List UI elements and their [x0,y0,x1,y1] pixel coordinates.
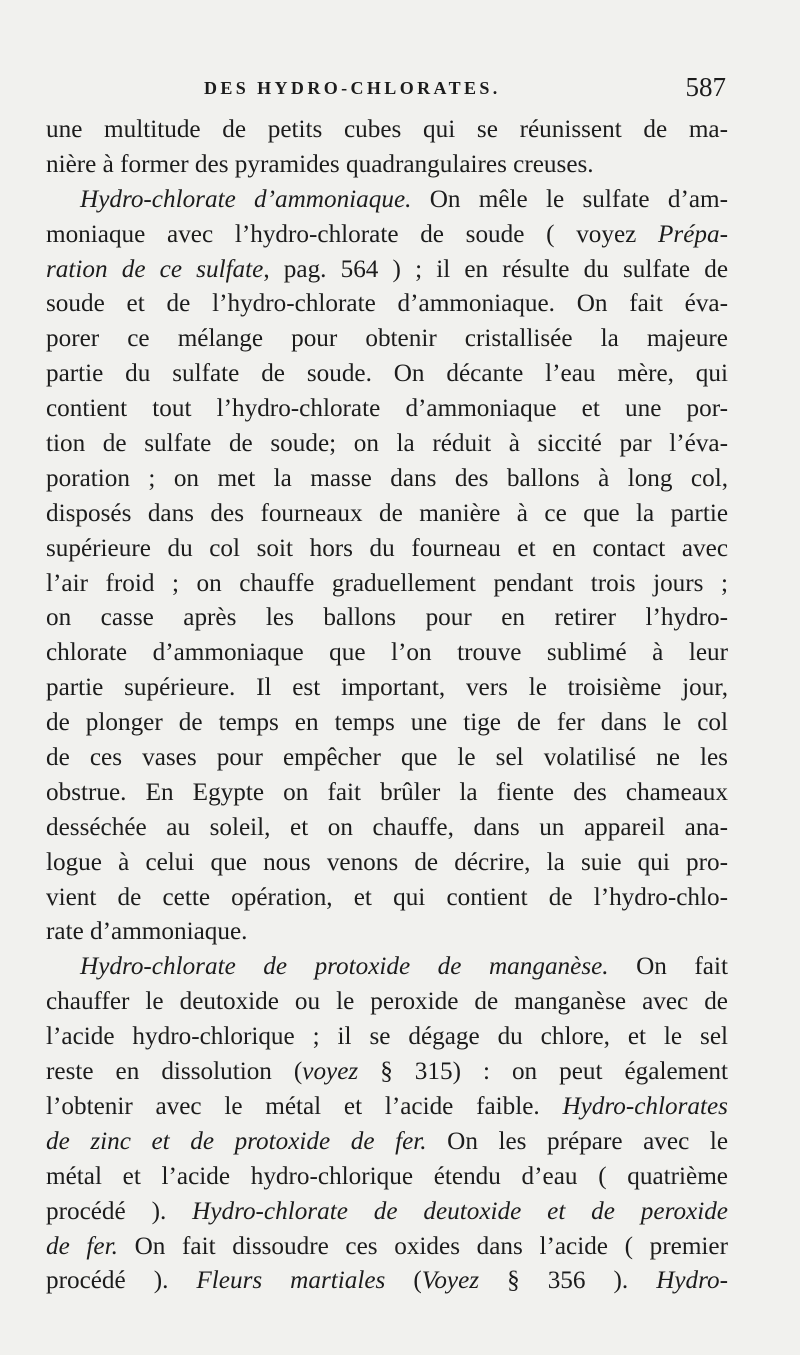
text-line: de ces vases pour empêcher que le sel volatilisé ne les [46,744,728,772]
text-line: reste en dissolution (voyez § 315) : on peut également [46,1058,728,1086]
text-line: soude et de l’hydro-chlorate d’ammoniaque. On fait éva- [46,290,728,318]
text-line: procédé ). Fleurs martiales (Voyez § 356 ). Hydro- [46,1267,728,1295]
text-line: moniaque avec l’hydro-chlorate de soude ( voyez Prépa- [46,220,728,248]
body-text [46,113,728,1299]
text-line: l’acide hydro-chlorique ; il se dégage du chlore, et le sel [46,1023,728,1051]
text-line: partie du sulfate de soude. On décante l’eau mère, qui [46,360,728,388]
text-line: procédé ). Hydro-chlorate de deutoxide et de peroxide [46,1197,728,1225]
text-line: ration de ce sulfate, pag. 564 ) ; il en résulte du sulfate de [46,255,729,283]
section-heading-ammoniaque: Hydro-chlorate d’ammoniaque. [80,185,412,213]
text-line: partie supérieure. Il est important, vers le troisième jour, [46,674,728,702]
text-line: logue à celui que nous venons de décrire, la suie qui pro- [46,848,728,876]
text-line: l’air froid ; on chauffe graduellement pendant trois jours ; [46,569,728,597]
text-line: Hydro-chlorate d’ammoniaque. On mêle le sulfate d’am- [80,185,729,213]
text-line: une multitude de petits cubes qui se réunissent de ma- [46,116,728,143]
text-line: Hydro-chlorate de protoxide de manganèse. On fait [80,953,728,981]
text-line: l’obtenir avec le métal et l’acide faible. Hydro-chlorates [46,1092,728,1120]
text-line: tion de sulfate de soude; on la réduit à siccité par l’éva- [46,430,728,458]
text-line: de fer. On fait dissoudre ces oxides dans l’acide ( premier [46,1232,729,1260]
text-line: disposés dans des fourneaux de manière à ce que la partie [46,499,728,527]
text-line: contient tout l’hydro-chlorate d’ammoniaque et une por- [46,395,728,423]
text-line: rate d’ammoniaque. [46,918,248,946]
text-line: poration ; on met la masse dans des ballons à long col, [46,464,728,492]
text-line: chlorate d’ammoniaque que l’on trouve sublimé à leur [46,639,728,667]
text-line: desséchée au soleil, et on chauffe, dans un appareil ana- [46,813,728,841]
text-line: obstrue. En Egypte on fait brûler la fiente des chameaux [46,778,728,806]
text-line: de plonger de temps en temps une tige de fer dans le col [46,709,728,737]
text-line: nière à former des pyramides quadrangulaires creuses. [46,150,594,178]
page-number: 587 [685,72,726,102]
text-line: supérieure du col soit hors du fourneau et en contact avec [46,534,728,562]
text-line: de zinc et de protoxide de fer. On les prépare avec le [46,1127,728,1155]
text-line: chauffer le deutoxide ou le peroxide de manganèse avec de [46,988,728,1016]
section-heading-manganese: Hydro-chlorate de protoxide de manganèse. [80,953,609,981]
text-line: vient de cette opération, et qui contient de l’hydro-chlo- [46,883,728,911]
running-title: DES HYDRO-CHLORATES. [204,78,501,98]
text-line: porer ce mélange pour obtenir cristallisée la majeure [46,325,728,353]
text-line: métal et l’acide hydro-chlorique étendu d’eau ( quatrième [46,1162,728,1190]
text-line: on casse après les ballons pour en retirer l’hydro- [46,604,728,632]
running-head [46,74,728,104]
